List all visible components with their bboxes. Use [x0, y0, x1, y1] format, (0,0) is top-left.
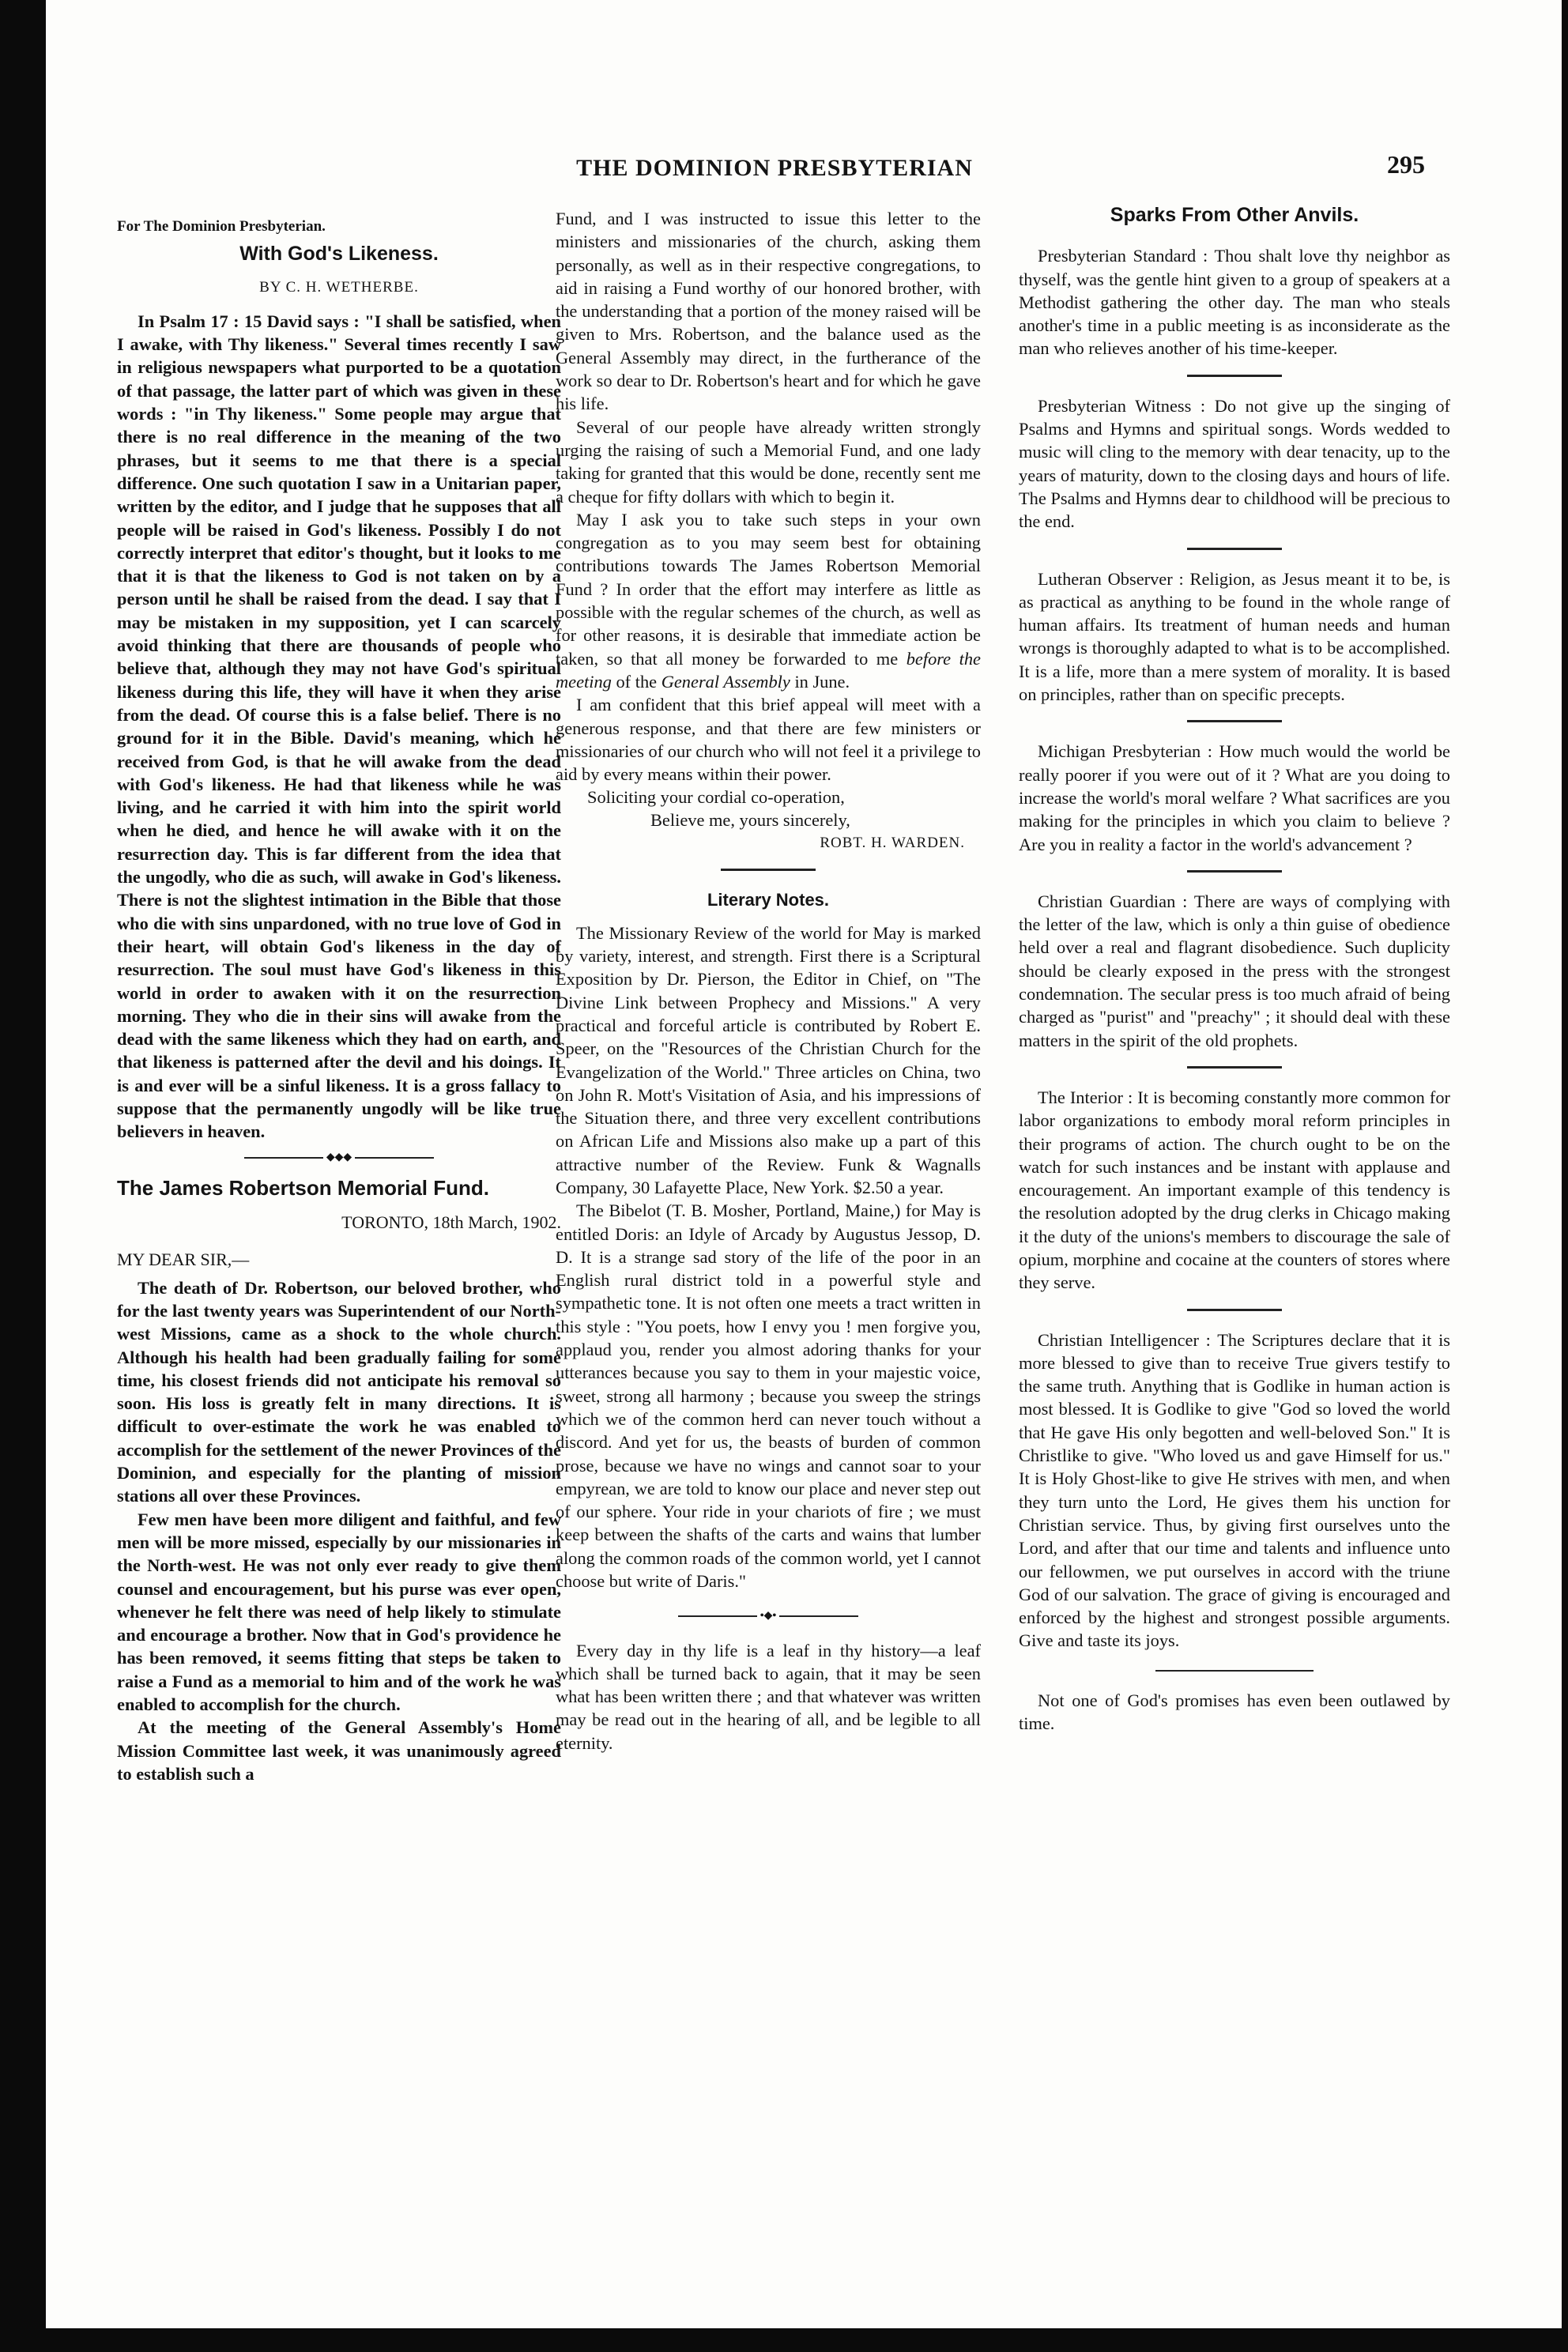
column-3 — [1019, 204, 1451, 1735]
divider — [1187, 548, 1282, 550]
paragraph: Every day in thy life is a leaf in thy history—a leaf which shall be turned back to again, that it may be seen what has been written there ; and that whatever was written may be read out in the hearing of all, and be legible to all eternity. — [556, 1640, 981, 1753]
divider — [721, 869, 816, 871]
paragraph: Several of our people have already written strongly urging the raising of such a Memorial Fund, and one lady taking for granted that this would be done, recently sent me a cheque for fifty dollars with which to begin it. — [556, 416, 981, 507]
paragraph: The Missionary Review of the world for May is marked by variety, interest, and strength. First there is a Scriptural Exposition by Dr. Pierson, the Editor in Chief, on "The Divine Link between Prophecy and Missions." A very practical and forceful article is contributed by Robert E. Speer, on the "Resources of the Christian Church for the Evangelization of the World." Three articles on China, two on John R. Mott's Visitation of Asia, and his impressions of the Situation there, and three very excellent contributions on African Life and Missions also make up a part of this attractive number of the Review. Funk & Wagnalls Company, 30 Lafayette Place, New York. $2.50 a year. — [556, 922, 981, 1197]
article-body-memorial — [117, 1276, 561, 1786]
paragraph: Fund, and I was instructed to issue this letter to the ministers and missionaries of the church, asking them personally, as well as in their respective congregations, to aid in raising a Fund worthy of our honored brother, with the understanding that a portion of the money raised will be given to Mrs. Robertson, and the balance used as the General Assembly may direct, in the furtherance of the work so dear to Dr. Robertson's heart and for which he gave his life. — [556, 209, 981, 414]
divider — [1187, 720, 1282, 722]
scan-border-bottom — [0, 2328, 1568, 2352]
paragraph: May I ask you to take such steps in your own congregation as to you may seem best for obtaining contributions towards The James Robertson Memorial Fund ? In order that the effort may interfere as little as possible with the regular schemes of the church, as well as for other reasons, it is desirable that immediate action be taken, so that all money be forwarded to me before the meeting of the General Assembly in June. — [556, 509, 981, 692]
column-1 — [117, 207, 561, 1785]
article-title-memorial-fund: The James Robertson Memorial Fund. — [117, 1175, 489, 1200]
ornament-divider: •◆• — [556, 1610, 981, 1623]
masthead: THE DOMINION PRESBYTERIAN — [576, 155, 973, 181]
paragraph: In Psalm 17 : 15 David says : "I shall be satisfied, when I awake, with Thy likeness." Several times recently I saw in religious newspapers what purported to be a quotation of that passage, the latter part of which was given in these words : "in Thy likeness." Some people may argue that there is no real difference in the meaning of the two phrases, but it seems to me that there is a special difference. One such quotation I saw in a Unitarian paper, written by the editor, and I judge that he supposes that all people will be raised in God's likeness. Possibly I do not correctly interpret that editor's thought, but it looks to me that it is that the likeness to God is not taken on by a person until he shall be raised from the dead. I say that I may be mistaken in my supposition, yet I can scarcely avoid thinking that there are thousands of people who believe that, although they may not have God's spiritual likeness during this life, they will have it when they arise from the dead. Of course this is a false belief. There is no ground for it in the Bible. David's meaning, which he received from God, is that he will awake from the dead with God's likeness. He had that likeness while he was living, and he carried it with him into the spirit world when he died, and hence he will awake with it on the resurrection day. This is far different from the idea that the ungodly, who die as such, will awake in God's likeness. There is not the slightest intimation in the Bible that those who die with sins unpardoned, with no true love of God in their heart, will obtain God's likeness in the day of resurrection. The soul must have God's likeness in this world in order to awaken with it on the resurrection morning. They who die in their sins will awake from the dead with the same likeness which they had on earth, and that likeness is patterned after the devil and his doings. It is and ever will be a sinful likeness. It is a gross fallacy to suppose that the permanently ungodly will be like true believers in heaven. — [117, 311, 561, 1142]
spark-entry: The Interior : It is becoming constantly more common for labor organizations to embody moral reform principles in their programs of action. The church ought to be on the watch for such instances and be instant with applause and encouragement. An important example of this tendency is the resolution adopted by the drug clerks in Chicago making it the duty of the unions's members to discourage the sale of opium, morphine and cocaine at the counters of stores where they serve. — [1019, 1087, 1450, 1293]
signature: ROBT. H. WARDEN. — [820, 835, 965, 852]
section-title-sparks: Sparks From Other Anvils. — [1110, 204, 1359, 226]
paragraph: At the meeting of the General Assembly's Home Mission Committee last week, it was unanimously agreed to establish such a — [117, 1717, 561, 1784]
scan-border-right — [1562, 0, 1568, 2352]
divider — [1187, 870, 1282, 873]
credit-line: For The Dominion Presbyterian. — [117, 218, 326, 235]
ornament-divider: ◆◆◆ — [117, 1152, 561, 1164]
spark-entry: Lutheran Observer : Religion, as Jesus meant it to be, is as practical as anything to be found in the whole range of human affairs. Its treatment of human needs and human wrongs is thoroughly adapted to what is to be accomplished. It is a life, more than a mere system of morality. It is based on principles, rather than on specific precepts. — [1019, 568, 1450, 705]
page-number: 295 — [1387, 150, 1425, 179]
section-title-literary-notes: Literary Notes. — [707, 890, 830, 910]
paragraph: Few men have been more diligent and faithful, and few men will be more missed, especially by our missionaries in the North-west. He was not only ever ready to give them counsel and encouragement, but his purse was ever open, whenever he felt there was need of help likely to stimulate and encourage a brother. Now that in God's providence he has been removed, it seems fitting that steps be taken to raise a Fund as a memorial to him and of the work he was enabled to accomplish for the church. — [117, 1509, 561, 1715]
dateline: TORONTO, 18th March, 1902. — [341, 1212, 561, 1233]
paragraph: The Bibelot (T. B. Mosher, Portland, Maine,) for May is entitled Doris: an Idyle of Arcady by Augustus Jessop, D. D. It is a strange sad story of the life of the poor in an English rural district told in a powerful style and sympathetic tone. It is not often one meets a tract written in this style : "You poets, how I envy you ! men forgive you, applaud you, render you almost adoring thanks for your utterances because you say to them in your majestic voice, sweet, strong all harmony ; because you sweep the strings which we of the common herd can never touch without a discord. And yet for us, the beasts of burden of common prose, because we have no wings and cannot soar to your empyrean, we are told to know our place and never step out of our sphere. Your ride in your chariots of fire ; we must keep between the shafts of the carts and wains that lumber along the common roads of the common world, yet I cannot choose but write of Daris." — [556, 1200, 981, 1592]
byline: BY C. H. WETHERBE. — [259, 278, 419, 296]
spark-entry: Michigan Presbyterian : How much would the world be really poorer if you were out of it ? What are you doing to increase the world's moral welfare ? What sacrifices are you making for the principles in which you claim to believe ? Are you in reality a factor in the world's advancement ? — [1019, 741, 1450, 854]
closing-note: Not one of God's promises has even been outlawed by time. — [1019, 1690, 1450, 1734]
paragraph: The death of Dr. Robertson, our beloved brother, who for the last twenty years was Superintendent of our North-west Missions, came as a shock to the whole church. Although his health had been gradually failing for some time, his closest friends did not anticipate his removal so soon. His loss is greatly felt in many directions. It is difficult to over-estimate the work he was enabled to accomplish for the settlement of the newer Provinces of the Dominion, and especially for the planting of mission stations all over these Provinces. — [117, 1277, 561, 1506]
salutation: MY DEAR SIR,— — [117, 1250, 250, 1270]
letter-closing — [556, 786, 981, 854]
article-title-likeness: With God's Likeness. — [239, 243, 439, 266]
spark-entry: Christian Intelligencer : The Scriptures declare that it is more blessed to give than to receive True givers testify to the same truth. Anything that is Godlike in human action is most blessed. It is Godlike to give "God so loved the world that He gave His only begotten and well-beloved Son." It is Christlike to give. "Who loved us and gave Himself for us." It is Holy Ghost-like to give He strives with men, and when they turn unto the Lord, He gives them his unction for Christian service. Thus, by giving first ourselves unto the Lord, and after that our time and talents and influence unto our fellowmen, we put ourselves in accord with the triune God of our salvation. The grace of giving is encouraged and enforced by the highest and strongest possible arguments. Give and taste its joys. — [1019, 1329, 1450, 1651]
spark-entry: Christian Guardian : There are ways of complying with the letter of the law, which is only a thin guise of obedience held over a real and flagrant disobedience. Such duplicity should be clearly exposed in the press with the strongest condemnation. The secular press is too much afraid of being charged as "purist" and "preachy" ; it should deal with these matters in the spirit of the old prophets. — [1019, 891, 1450, 1050]
column-2 — [556, 207, 981, 1755]
article-body-likeness — [117, 310, 561, 1144]
divider — [1155, 1670, 1314, 1672]
closing-line: Soliciting your cordial co-operation, — [587, 787, 845, 808]
divider — [1187, 1066, 1282, 1069]
paragraph: I am confident that this brief appeal will meet with a generous response, and that there are few ministers or missionaries of our church who will not feel it a privilege to aid by every means within their power. — [556, 695, 981, 785]
spark-entry: Presbyterian Standard : Thou shalt love thy neighbor as thyself, was the gentle hint given to a group of speakers at a Methodist gathering the other day. The man who steals another's time in a public meeting is as inconsiderate as the man who relieves another of his time-keeper. — [1019, 246, 1451, 359]
spark-entry: Presbyterian Witness : Do not give up the singing of Psalms and Hymns and spiritual songs. Words wedded to music will cling to the memory with dear tenacity, up to the years of maturity, down to the closing days and hours of life. The Psalms and Hymns dear to childhood will be precious to the end. — [1019, 395, 1450, 532]
divider — [1187, 375, 1282, 377]
divider — [1187, 1309, 1282, 1311]
scan-border-left — [0, 0, 46, 2352]
closing-line: Believe me, yours sincerely, — [650, 810, 850, 831]
